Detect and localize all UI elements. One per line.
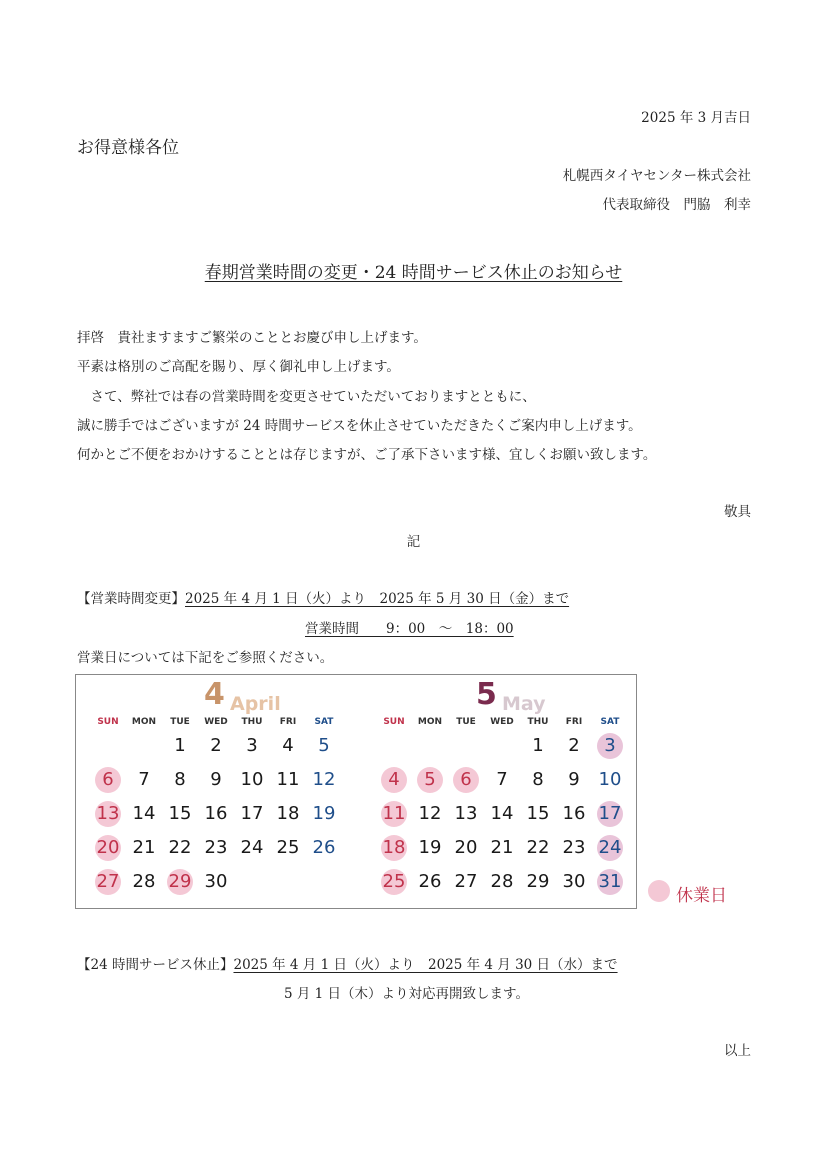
calendar-day-holiday: 6 [453, 767, 479, 793]
calendar-day: 1 [532, 735, 544, 756]
calendar-day: 10 [598, 769, 622, 790]
calendar-day-holiday: 11 [381, 801, 407, 827]
document-date: 2025 年 3 月吉日 [641, 110, 751, 126]
calendar-day: 18 [276, 803, 300, 824]
calendar-day: 29 [526, 871, 550, 892]
calendar-day-holiday: 20 [95, 835, 121, 861]
ki-heading: 記 [406, 534, 421, 550]
calendar-day: 15 [526, 803, 550, 824]
weekday-sat: SAT [314, 717, 334, 727]
service-resume: 5 月 1 日（木）より対応再開致します。 [284, 986, 529, 1002]
calendar-day-holiday: 6 [95, 767, 121, 793]
calendar-day: 14 [132, 803, 156, 824]
calendar-day: 12 [418, 803, 442, 824]
body-line-3: さて、弊社では春の営業時間を変更させていただいておりますとともに、 [77, 389, 536, 405]
calendar-day: 7 [496, 769, 508, 790]
calendar-day: 5 [318, 735, 330, 756]
calendar-day: 24 [240, 837, 264, 858]
weekday-tue: TUE [170, 717, 190, 727]
calendar-day: 26 [312, 837, 336, 858]
calendar-day-holiday: 5 [417, 767, 443, 793]
calendar-day-holiday: 25 [381, 869, 407, 895]
weekday-tue: TUE [456, 717, 476, 727]
calendar-day: 14 [490, 803, 514, 824]
recipient: お得意様各位 [77, 138, 179, 158]
calendar-day: 20 [454, 837, 478, 858]
representative-name: 代表取締役 門脇 利幸 [602, 197, 751, 213]
company-name: 札幌西タイヤセンター株式会社 [562, 168, 751, 184]
calendar-day: 9 [210, 769, 222, 790]
calendar-day: 23 [562, 837, 586, 858]
calendar-day: 15 [168, 803, 192, 824]
calendar-day: 2 [568, 735, 580, 756]
calendar-day: 4 [282, 735, 294, 756]
weekday-fri: FRI [279, 717, 297, 727]
weekday-mon: MON [131, 717, 157, 727]
weekday-sun: SUN [383, 717, 405, 727]
calendar-day-holiday: 17 [597, 801, 623, 827]
calendar-day: 9 [568, 769, 580, 790]
calendar-day: 22 [168, 837, 192, 858]
calendar-day-holiday: 31 [597, 869, 623, 895]
calendar-day-holiday: 3 [597, 733, 623, 759]
hours-change-section [77, 587, 569, 607]
calendar-day: 8 [174, 769, 186, 790]
calendar-note: 営業日については下記をご参照ください。 [77, 650, 334, 666]
calendar-day: 1 [174, 735, 186, 756]
month-number-5: 5 [476, 677, 497, 712]
calendar-day: 19 [418, 837, 442, 858]
holiday-legend-label: 休業日 [676, 886, 727, 906]
closing-keigu: 敬具 [724, 504, 751, 520]
calendar-day-holiday: 4 [381, 767, 407, 793]
calendar-day: 13 [454, 803, 478, 824]
calendar-day: 2 [210, 735, 222, 756]
calendar-day: 22 [526, 837, 550, 858]
month-name-may: May [502, 693, 546, 715]
calendar-day: 30 [204, 871, 228, 892]
body-line-5: 何かとご不便をおかけすることとは存じますが、ご了承下さいます様、宜しくお願い致します。 [77, 447, 657, 463]
body-line-1: 拝啓 貴社ますますご繁栄のこととお慶び申し上げます。 [77, 330, 427, 346]
calendar-day: 23 [204, 837, 228, 858]
calendar-day: 25 [276, 837, 300, 858]
calendar-day-holiday: 27 [95, 869, 121, 895]
service-suspension-label: 【24 時間サービス休止】 [77, 957, 234, 973]
hours-change-period: 2025 年 4 月 1 日（火）より 2025 年 5 月 30 日（金）まで [185, 591, 570, 607]
calendar-day: 16 [204, 803, 228, 824]
calendar-day-holiday: 18 [381, 835, 407, 861]
calendar-day: 26 [418, 871, 442, 892]
calendar-day: 28 [490, 871, 514, 892]
calendar-day: 7 [138, 769, 150, 790]
calendar-day: 30 [562, 871, 586, 892]
body-line-4: 誠に勝手ではございますが 24 時間サービスを休止させていただきたくご案内申し上げます。 [77, 418, 642, 434]
document-title: 春期営業時間の変更・24 時間サービス休止のお知らせ [204, 263, 623, 283]
calendar-day: 27 [454, 871, 478, 892]
weekday-mon: MON [417, 717, 443, 727]
hours-change-label: 【営業時間変更】 [77, 591, 185, 607]
business-calendar [75, 674, 637, 909]
weekday-thu: THU [527, 717, 549, 727]
body-line-2: 平素は格別のご高配を賜り、厚く御礼申し上げます。 [77, 359, 400, 375]
calendar-day: 21 [132, 837, 156, 858]
weekday-sun: SUN [97, 717, 119, 727]
closing-ijo: 以上 [724, 1043, 751, 1059]
service-suspension-section [77, 953, 618, 973]
calendar-day: 16 [562, 803, 586, 824]
calendar-day: 17 [240, 803, 264, 824]
calendar-day: 11 [276, 769, 300, 790]
calendar-day: 12 [312, 769, 336, 790]
weekday-wed: WED [490, 717, 514, 727]
weekday-sat: SAT [600, 717, 620, 727]
calendar-day: 21 [490, 837, 514, 858]
weekday-thu: THU [241, 717, 263, 727]
calendar-day-holiday: 13 [95, 801, 121, 827]
holiday-legend-dot [648, 880, 670, 902]
calendar-day: 10 [240, 769, 264, 790]
calendar-day: 28 [132, 871, 156, 892]
calendar-day: 19 [312, 803, 336, 824]
calendar-day: 8 [532, 769, 544, 790]
calendar-day-holiday: 24 [597, 835, 623, 861]
calendar-day-holiday: 29 [167, 869, 193, 895]
business-hours: 営業時間 9：00 ～ 18：00 [305, 621, 514, 637]
service-suspension-period: 2025 年 4 月 1 日（火）より 2025 年 4 月 30 日（水）まで [233, 957, 618, 973]
calendar-day: 3 [246, 735, 258, 756]
weekday-wed: WED [204, 717, 228, 727]
month-name-april: April [230, 693, 281, 715]
weekday-fri: FRI [565, 717, 583, 727]
month-number-4: 4 [204, 677, 225, 712]
